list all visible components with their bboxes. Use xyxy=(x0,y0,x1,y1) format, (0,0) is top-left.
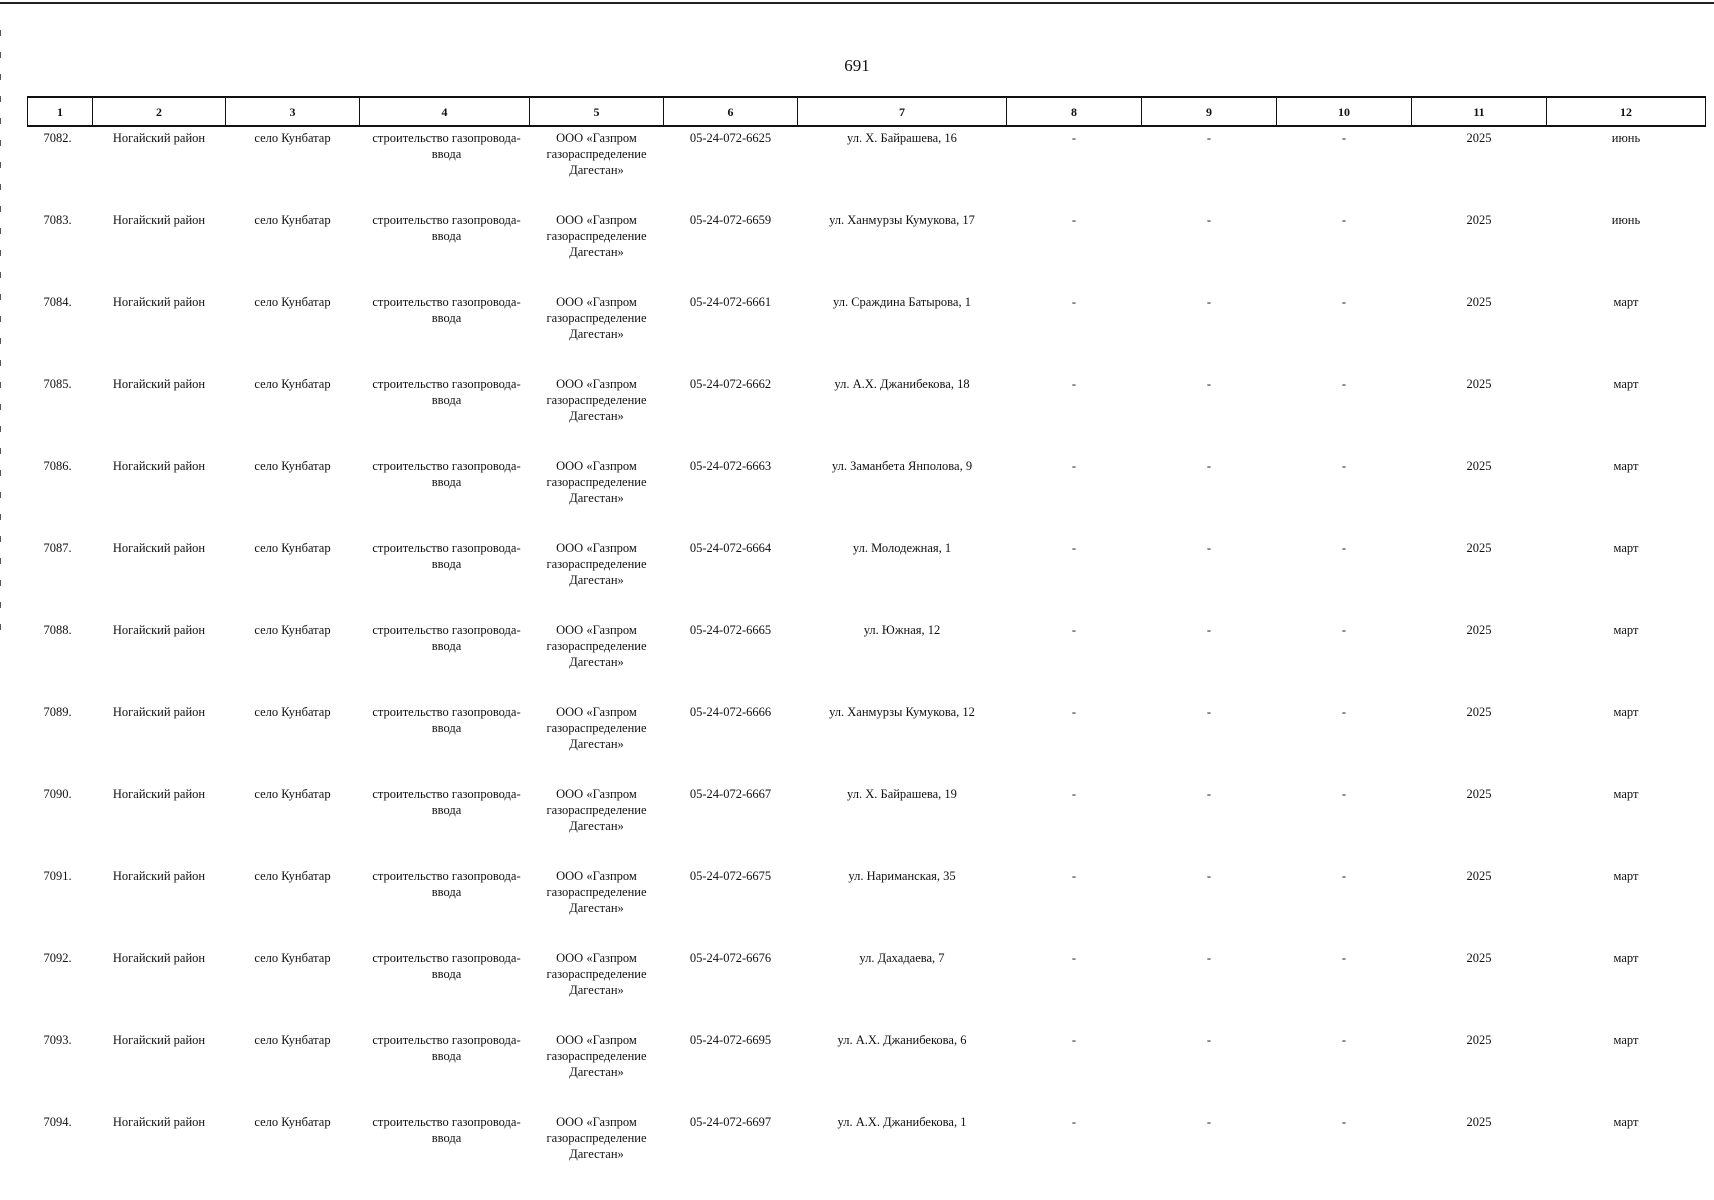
column-10-cell: - xyxy=(1341,869,1347,883)
object-code-cell: 05-24-072-6666 xyxy=(689,705,772,719)
year-cell: 2025 xyxy=(1466,1033,1492,1047)
column-9-cell: - xyxy=(1206,131,1212,145)
organization-cell: ООО «Газпром газораспределение Дагестан» xyxy=(546,787,647,833)
object-code-cell: 05-24-072-6665 xyxy=(689,623,772,637)
month-cell: март xyxy=(1613,623,1639,637)
object-code-cell: 05-24-072-6659 xyxy=(689,213,772,227)
work-type-cell: строительство газопровода-ввода xyxy=(372,295,521,325)
column-header: 5 xyxy=(530,97,664,126)
table-row xyxy=(28,619,1706,701)
column-10-cell: - xyxy=(1341,459,1347,473)
district-cell: Ногайский район xyxy=(112,377,206,391)
column-8-cell: - xyxy=(1071,1033,1077,1047)
organization-cell: ООО «Газпром газораспределение Дагестан» xyxy=(546,213,647,259)
object-code-cell: 05-24-072-6667 xyxy=(689,787,772,801)
row-number: 7086. xyxy=(43,459,72,473)
organization-cell: ООО «Газпром газораспределение Дагестан» xyxy=(546,623,647,669)
column-9-cell: - xyxy=(1206,705,1212,719)
column-8-cell: - xyxy=(1071,377,1077,391)
district-cell: Ногайский район xyxy=(112,131,206,145)
work-type-cell: строительство газопровода-ввода xyxy=(372,131,521,161)
district-cell: Ногайский район xyxy=(112,295,206,309)
page-number: 691 xyxy=(844,56,870,75)
object-code-cell: 05-24-072-6697 xyxy=(689,1115,772,1129)
column-8-cell: - xyxy=(1071,705,1077,719)
column-10-cell: - xyxy=(1341,705,1347,719)
year-cell: 2025 xyxy=(1466,131,1492,145)
column-9-cell: - xyxy=(1206,951,1212,965)
settlement-cell: село Кунбатар xyxy=(254,377,331,391)
year-cell: 2025 xyxy=(1466,213,1492,227)
organization-cell: ООО «Газпром газораспределение Дагестан» xyxy=(546,705,647,751)
district-cell: Ногайский район xyxy=(112,541,206,555)
table-row xyxy=(28,537,1706,619)
settlement-cell: село Кунбатар xyxy=(254,787,331,801)
column-9-cell: - xyxy=(1206,1115,1212,1129)
settlement-cell: село Кунбатар xyxy=(254,1033,331,1047)
month-cell: март xyxy=(1613,1033,1639,1047)
column-header: 9 xyxy=(1142,97,1277,126)
table-header xyxy=(28,97,1706,126)
column-10-cell: - xyxy=(1341,295,1347,309)
column-10-cell: - xyxy=(1341,951,1347,965)
settlement-cell: село Кунбатар xyxy=(254,951,331,965)
year-cell: 2025 xyxy=(1466,623,1492,637)
column-8-cell: - xyxy=(1071,459,1077,473)
work-type-cell: строительство газопровода-ввода xyxy=(372,869,521,899)
row-number: 7087. xyxy=(43,541,72,555)
settlement-cell: село Кунбатар xyxy=(254,541,331,555)
column-header: 2 xyxy=(93,97,226,126)
month-cell: март xyxy=(1613,459,1639,473)
address-cell: ул. А.Х. Джанибекова, 1 xyxy=(837,1115,967,1129)
row-number: 7083. xyxy=(43,213,72,227)
column-9-cell: - xyxy=(1206,787,1212,801)
settlement-cell: село Кунбатар xyxy=(254,869,331,883)
row-number: 7082. xyxy=(43,131,72,145)
work-type-cell: строительство газопровода-ввода xyxy=(372,541,521,571)
row-number: 7094. xyxy=(43,1115,72,1129)
column-9-cell: - xyxy=(1206,295,1212,309)
settlement-cell: село Кунбатар xyxy=(254,705,331,719)
column-header: 12 xyxy=(1547,97,1706,126)
address-cell: ул. Ханмурзы Кумукова, 17 xyxy=(829,213,975,227)
year-cell: 2025 xyxy=(1466,459,1492,473)
column-8-cell: - xyxy=(1071,1115,1077,1129)
district-cell: Ногайский район xyxy=(112,623,206,637)
column-header: 1 xyxy=(28,97,93,126)
table-row xyxy=(28,209,1706,291)
column-10-cell: - xyxy=(1341,1033,1347,1047)
row-number: 7084. xyxy=(43,295,72,309)
address-cell: ул. Ханмурзы Кумукова, 12 xyxy=(829,705,975,719)
column-8-cell: - xyxy=(1071,869,1077,883)
object-code-cell: 05-24-072-6676 xyxy=(689,951,772,965)
settlement-cell: село Кунбатар xyxy=(254,1115,331,1129)
address-cell: ул. Х. Байрашева, 19 xyxy=(847,787,957,801)
object-code-cell: 05-24-072-6695 xyxy=(689,1033,772,1047)
object-code-cell: 05-24-072-6675 xyxy=(689,869,772,883)
year-cell: 2025 xyxy=(1466,787,1492,801)
district-cell: Ногайский район xyxy=(112,869,206,883)
address-cell: ул. Заманбета Янполова, 9 xyxy=(831,459,973,473)
scan-border-top xyxy=(0,2,1714,4)
table-body xyxy=(28,126,1706,1193)
object-code-cell: 05-24-072-6662 xyxy=(689,377,772,391)
organization-cell: ООО «Газпром газораспределение Дагестан» xyxy=(546,1033,647,1079)
settlement-cell: село Кунбатар xyxy=(254,459,331,473)
table-row xyxy=(28,947,1706,1029)
district-cell: Ногайский район xyxy=(112,705,206,719)
year-cell: 2025 xyxy=(1466,377,1492,391)
organization-cell: ООО «Газпром газораспределение Дагестан» xyxy=(546,131,647,177)
table-row xyxy=(28,1029,1706,1111)
column-8-cell: - xyxy=(1071,213,1077,227)
column-10-cell: - xyxy=(1341,213,1347,227)
row-number: 7091. xyxy=(43,869,72,883)
column-10-cell: - xyxy=(1341,541,1347,555)
settlement-cell: село Кунбатар xyxy=(254,213,331,227)
table-row xyxy=(28,291,1706,373)
month-cell: март xyxy=(1613,705,1639,719)
column-header: 10 xyxy=(1277,97,1412,126)
district-cell: Ногайский район xyxy=(112,1033,206,1047)
column-header: 4 xyxy=(360,97,530,126)
column-header: 6 xyxy=(664,97,798,126)
row-number: 7092. xyxy=(43,951,72,965)
organization-cell: ООО «Газпром газораспределение Дагестан» xyxy=(546,951,647,997)
settlement-cell: село Кунбатар xyxy=(254,623,331,637)
row-number: 7089. xyxy=(43,705,72,719)
column-9-cell: - xyxy=(1206,869,1212,883)
column-header: 11 xyxy=(1412,97,1547,126)
address-cell: ул. Х. Байрашева, 16 xyxy=(847,131,957,145)
work-type-cell: строительство газопровода-ввода xyxy=(372,377,521,407)
header-row xyxy=(28,97,1706,126)
address-cell: ул. Молодежная, 1 xyxy=(852,541,952,555)
settlement-cell: село Кунбатар xyxy=(254,131,331,145)
table-row xyxy=(28,1111,1706,1193)
column-9-cell: - xyxy=(1206,213,1212,227)
month-cell: март xyxy=(1613,869,1639,883)
register-table xyxy=(27,96,1706,1193)
column-8-cell: - xyxy=(1071,787,1077,801)
address-cell: ул. А.Х. Джанибекова, 18 xyxy=(834,377,970,391)
column-10-cell: - xyxy=(1341,1115,1347,1129)
object-code-cell: 05-24-072-6663 xyxy=(689,459,772,473)
year-cell: 2025 xyxy=(1466,1115,1492,1129)
column-8-cell: - xyxy=(1071,131,1077,145)
month-cell: март xyxy=(1613,377,1639,391)
organization-cell: ООО «Газпром газораспределение Дагестан» xyxy=(546,295,647,341)
column-header: 7 xyxy=(798,97,1007,126)
year-cell: 2025 xyxy=(1466,541,1492,555)
work-type-cell: строительство газопровода-ввода xyxy=(372,787,521,817)
work-type-cell: строительство газопровода-ввода xyxy=(372,213,521,243)
table-row xyxy=(28,701,1706,783)
column-10-cell: - xyxy=(1341,131,1347,145)
district-cell: Ногайский район xyxy=(112,787,206,801)
object-code-cell: 05-24-072-6664 xyxy=(689,541,772,555)
column-header: 8 xyxy=(1007,97,1142,126)
table-row xyxy=(28,373,1706,455)
row-number: 7088. xyxy=(43,623,72,637)
address-cell: ул. Сраждина Батырова, 1 xyxy=(833,295,971,309)
address-cell: ул. Южная, 12 xyxy=(863,623,941,637)
month-cell: июнь xyxy=(1611,213,1641,227)
column-10-cell: - xyxy=(1341,377,1347,391)
district-cell: Ногайский район xyxy=(112,1115,206,1129)
work-type-cell: строительство газопровода-ввода xyxy=(372,1115,521,1145)
work-type-cell: строительство газопровода-ввода xyxy=(372,1033,521,1063)
row-number: 7090. xyxy=(43,787,72,801)
column-9-cell: - xyxy=(1206,377,1212,391)
district-cell: Ногайский район xyxy=(112,213,206,227)
district-cell: Ногайский район xyxy=(112,951,206,965)
column-9-cell: - xyxy=(1206,1033,1212,1047)
organization-cell: ООО «Газпром газораспределение Дагестан» xyxy=(546,869,647,915)
work-type-cell: строительство газопровода-ввода xyxy=(372,623,521,653)
month-cell: март xyxy=(1613,1115,1639,1129)
column-8-cell: - xyxy=(1071,951,1077,965)
month-cell: март xyxy=(1613,295,1639,309)
month-cell: март xyxy=(1613,951,1639,965)
organization-cell: ООО «Газпром газораспределение Дагестан» xyxy=(546,1115,647,1161)
month-cell: март xyxy=(1613,787,1639,801)
district-cell: Ногайский район xyxy=(112,459,206,473)
work-type-cell: строительство газопровода-ввода xyxy=(372,705,521,735)
scan-border-left xyxy=(0,30,1,630)
row-number: 7093. xyxy=(43,1033,72,1047)
settlement-cell: село Кунбатар xyxy=(254,295,331,309)
column-header: 3 xyxy=(226,97,360,126)
table-row xyxy=(28,126,1706,209)
column-8-cell: - xyxy=(1071,295,1077,309)
table-row xyxy=(28,783,1706,865)
table-row xyxy=(28,865,1706,947)
object-code-cell: 05-24-072-6625 xyxy=(689,131,772,145)
address-cell: ул. Нариманская, 35 xyxy=(848,869,956,883)
month-cell: март xyxy=(1613,541,1639,555)
year-cell: 2025 xyxy=(1466,951,1492,965)
column-9-cell: - xyxy=(1206,541,1212,555)
column-8-cell: - xyxy=(1071,623,1077,637)
column-10-cell: - xyxy=(1341,623,1347,637)
column-8-cell: - xyxy=(1071,541,1077,555)
organization-cell: ООО «Газпром газораспределение Дагестан» xyxy=(546,541,647,587)
organization-cell: ООО «Газпром газораспределение Дагестан» xyxy=(546,459,647,505)
row-number: 7085. xyxy=(43,377,72,391)
month-cell: июнь xyxy=(1611,131,1641,145)
year-cell: 2025 xyxy=(1466,705,1492,719)
address-cell: ул. А.Х. Джанибекова, 6 xyxy=(837,1033,967,1047)
column-9-cell: - xyxy=(1206,623,1212,637)
year-cell: 2025 xyxy=(1466,295,1492,309)
work-type-cell: строительство газопровода-ввода xyxy=(372,951,521,981)
table-row xyxy=(28,455,1706,537)
address-cell: ул. Дахадаева, 7 xyxy=(859,951,945,965)
object-code-cell: 05-24-072-6661 xyxy=(689,295,772,309)
work-type-cell: строительство газопровода-ввода xyxy=(372,459,521,489)
column-10-cell: - xyxy=(1341,787,1347,801)
year-cell: 2025 xyxy=(1466,869,1492,883)
column-9-cell: - xyxy=(1206,459,1212,473)
organization-cell: ООО «Газпром газораспределение Дагестан» xyxy=(546,377,647,423)
